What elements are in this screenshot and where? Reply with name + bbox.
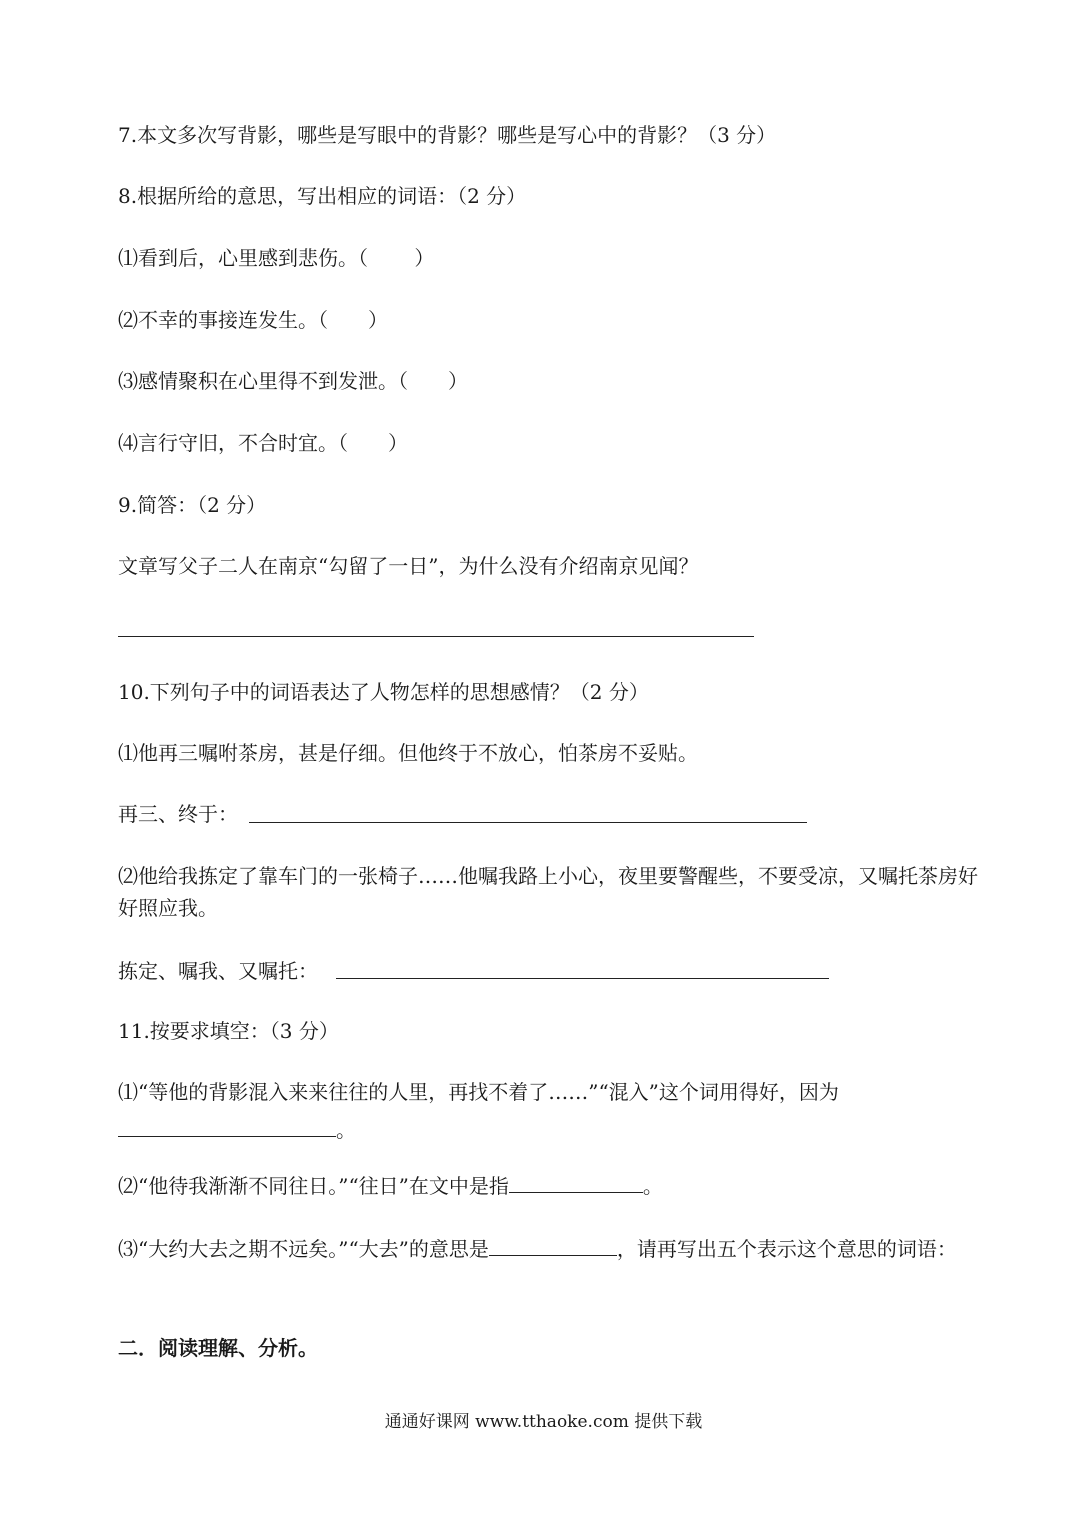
- question-8-item-3: ⑶感情聚积在心里得不到发泄。（ ）: [118, 369, 468, 393]
- question-11-item-2-end: 。: [642, 1174, 663, 1198]
- question-10-sentence-2: ⑵他给我拣定了靠车门的一张椅子……他嘱我路上小心，夜里要警醒些，不要受凉，又嘱托茶房好好照应我。: [118, 864, 978, 920]
- question-11-item-2-text: ⑵“他待我渐渐不同往日。”“往日”在文中是指: [118, 1174, 509, 1198]
- question-8-item-2: ⑵不幸的事接连发生。（ ）: [118, 308, 388, 332]
- answer-blank-q11-3[interactable]: [489, 1235, 617, 1256]
- question-9: 9.简答：（2 分）: [118, 493, 267, 517]
- question-10-sentence-1: ⑴他再三嘱咐茶房，甚是仔细。但他终于不放心，怕茶房不妥贴。: [118, 741, 698, 765]
- question-11-item-3-text: ⑶“大约大去之期不远矣。”“大去”的意思是: [118, 1237, 489, 1261]
- question-8: 8.根据所给的意思，写出相应的词语：（2 分）: [118, 184, 527, 208]
- footer-text: 通通好课网 www.tthaoke.com 提供下载: [384, 1412, 703, 1432]
- question-11-item-3-end: ，请再写出五个表示这个意思的词语：: [616, 1237, 957, 1261]
- section-title: 二．阅读理解、分析。: [118, 1336, 318, 1360]
- question-11-item-1-answer: [118, 1114, 356, 1146]
- question-10-answer-1-label: 再三、终于：: [118, 802, 238, 826]
- question-10-answer-2-label: 拣定、嘱我、又嘱托：: [118, 959, 318, 983]
- question-8-item-4: ⑷言行守旧，不合时宜。（ ）: [118, 431, 408, 455]
- question-11-item-3: [118, 1233, 978, 1265]
- answer-blank-q11-1[interactable]: [118, 1116, 336, 1137]
- question-7: 7.本文多次写背影，哪些是写眼中的背影？哪些是写心中的背影？（3 分）: [118, 123, 777, 147]
- question-11-item-1: ⑴“等他的背影混入来来往往的人里，再找不着了……”“混入”这个词用得好，因为: [118, 1080, 839, 1104]
- question-11-item-2: [118, 1170, 663, 1202]
- answer-line-q10-1[interactable]: [249, 822, 807, 823]
- answer-line-q9[interactable]: [118, 636, 754, 637]
- question-10: 10.下列句子中的词语表达了人物怎样的思想感情？（2 分）: [118, 680, 649, 704]
- question-11: 11.按要求填空：（3 分）: [118, 1019, 339, 1043]
- question-8-item-1: ⑴看到后，心里感到悲伤。（ ）: [118, 246, 435, 270]
- question-11-item-1-end: 。: [336, 1118, 356, 1142]
- question-9-text: 文章写父子二人在南京“勾留了一日”，为什么没有介绍南京见闻？: [118, 554, 699, 578]
- answer-blank-q11-2[interactable]: [509, 1172, 643, 1193]
- answer-line-q10-2[interactable]: [336, 978, 829, 979]
